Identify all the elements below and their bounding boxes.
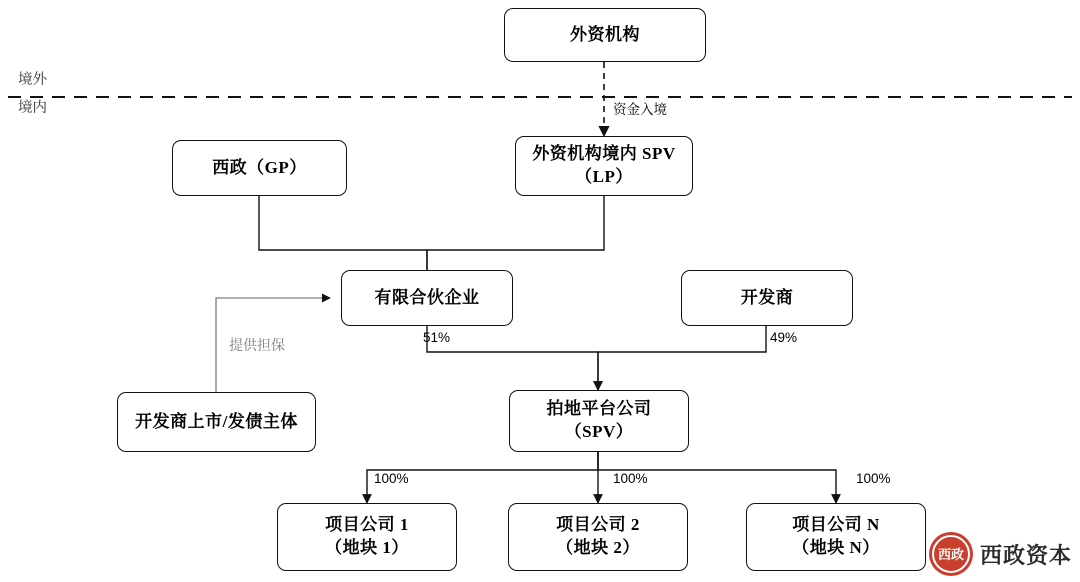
node-developer-listed-entity-label: 开发商上市/发债主体 <box>135 411 298 431</box>
edge-label-capital-inflow: 资金入境 <box>613 102 667 117</box>
node-land-bidding-platform-label-2: （SPV） <box>564 422 634 441</box>
boundary-label-onshore: 境内 <box>18 100 47 116</box>
edge-label-share-100-b: 100% <box>613 471 648 486</box>
edge-developer-to-platform <box>598 326 766 390</box>
node-foreign-spv-label-2: （LP） <box>575 167 633 186</box>
watermark-badge-label: 西政 <box>932 535 970 573</box>
edge-label-guarantee: 提供担保 <box>229 337 285 353</box>
node-project-company-1-label-1: 项目公司 1 <box>325 515 409 535</box>
node-project-company-n[interactable] <box>746 503 926 571</box>
node-project-company-2-label-1: 项目公司 2 <box>556 515 640 535</box>
boundary-label-offshore: 境外 <box>18 72 47 88</box>
watermark-badge-icon <box>929 532 973 576</box>
node-land-bidding-platform-label-1: 拍地平台公司 <box>546 399 652 419</box>
node-developer-label: 开发商 <box>740 287 794 307</box>
node-project-company-1[interactable] <box>277 503 457 571</box>
edge-label-share-100-c: 100% <box>856 471 891 486</box>
edge-label-share-51: 51% <box>423 330 451 345</box>
edge-label-share-100-a: 100% <box>374 471 409 486</box>
edge-label-share-49: 49% <box>770 330 798 345</box>
node-developer[interactable] <box>681 270 853 326</box>
watermark-text: 西政资本 <box>979 542 1072 568</box>
node-foreign-institution[interactable] <box>504 8 706 62</box>
node-foreign-spv[interactable] <box>515 136 693 196</box>
edge-spv-to-lp <box>427 196 604 270</box>
node-limited-partnership-label: 有限合伙企业 <box>374 287 480 307</box>
node-foreign-spv-label-1: 外资机构境内 SPV <box>532 144 676 164</box>
node-developer-listed-entity[interactable] <box>117 392 316 452</box>
node-limited-partnership[interactable] <box>341 270 513 326</box>
node-project-company-2[interactable] <box>508 503 688 571</box>
node-xizheng-gp[interactable] <box>172 140 347 196</box>
watermark <box>929 532 1072 576</box>
node-project-company-n-label-2: （地块 N） <box>792 538 880 557</box>
node-project-company-2-label-2: （地块 2） <box>556 538 640 557</box>
node-xizheng-gp-label: 西政（GP） <box>212 157 307 177</box>
node-project-company-1-label-2: （地块 1） <box>325 538 409 557</box>
node-project-company-n-label-1: 项目公司 N <box>792 515 880 535</box>
node-foreign-institution-label: 外资机构 <box>570 24 640 44</box>
edge-gp-to-lp <box>259 196 427 270</box>
node-land-bidding-platform[interactable] <box>509 390 689 452</box>
edge-lp-to-platform <box>427 326 598 390</box>
